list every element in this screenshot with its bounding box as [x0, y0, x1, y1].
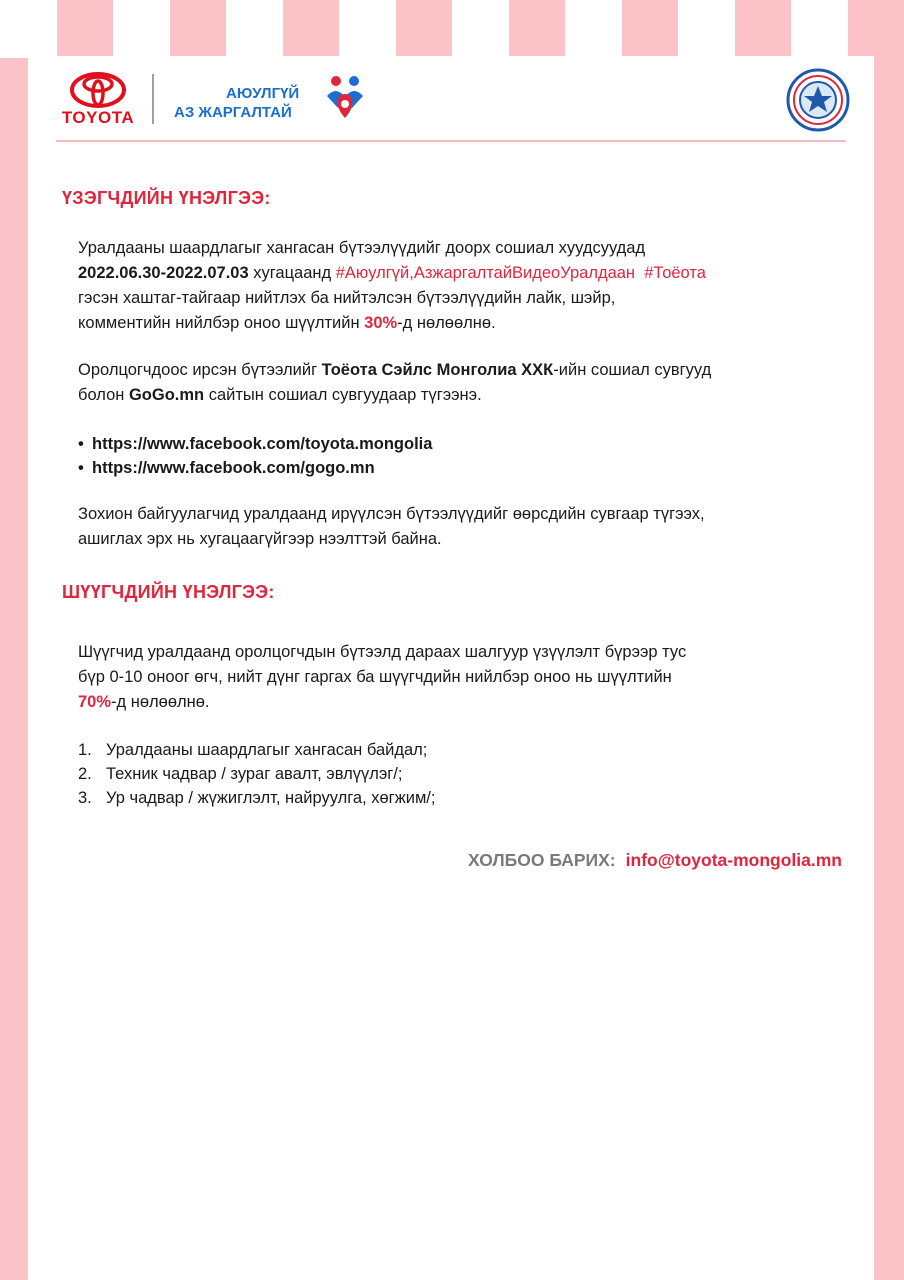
hashtag-toyota: #Тоёота: [644, 264, 706, 282]
criteria-item: 1. Уралдааны шаардлагыг хангасан байдал;: [78, 741, 428, 759]
header-divider: [152, 74, 154, 124]
audience-paragraph-1: Уралдааны шаардлагыг хангасан бүтээлүүдийг доорх сошиал хуудсуудад 2022.06.30-2022.07.03 хугацаанд #Аюулгүй,АзжаргалтайВидеоУралдаан #Тоёота гэсэн хаштаг-тайгаар нийтлэх ба нийтэлсэн бүтээлүүдийн лайк, шэйр, комментийн нийлбэр оноо шүүлтийн 30%-д нөлөөлнө.: [78, 239, 706, 332]
social-link-toyota[interactable]: • https://www.facebook.com/toyota.mongolia: [78, 432, 838, 456]
top-stripe-border: [0, 0, 904, 58]
audience-weight-percent: 30%: [364, 314, 398, 332]
police-seal-icon: [786, 68, 850, 132]
jury-weight-percent: 70%: [78, 693, 112, 711]
audience-evaluation-title: ҮЗЭГЧДИЙН ҮНЭЛГЭЭ:: [62, 188, 271, 208]
campaign-line-2: АЗ ЖАРГАЛТАЙ: [174, 104, 292, 121]
social-link-gogo[interactable]: • https://www.facebook.com/gogo.mn: [78, 456, 838, 480]
contact-line: [468, 850, 842, 871]
campaign-line-1: АЮУЛГҮЙ: [226, 85, 300, 102]
contact-label: ХОЛБОО БАРИХ:: [468, 850, 616, 870]
audience-paragraph-3: Зохион байгуулагчид уралдаанд ирүүлсэн бүтээлүүдийг өөрсдийн сувгаар түгээх, ашиглах эрх нь хугацаагүйгээр нээлттэй байна.: [78, 505, 705, 548]
hashtag-video-contest: #Аюулгүй,АзжаргалтайВидеоУралдаан: [335, 264, 636, 282]
criteria-item: 3. Ур чадвар / жүжиглэлт, найруулга, хөгжим/;: [78, 789, 436, 807]
campaign-logo-text: [174, 84, 299, 122]
toyota-wordmark: TOYOTA: [61, 108, 135, 127]
social-links-list: [78, 432, 838, 480]
jury-paragraph: Шүүгчид уралдаанд оролцогчдын бүтээлд дараах шалгуур үзүүлэлт бүрээр тус бүр 0-10 оноог өгч, нийт дүнг гаргах ба шүүгчдийн нийлбэр оноо нь шүүлтийн 70%-д нөлөөлнө.: [78, 643, 687, 711]
header-rule: [56, 140, 846, 142]
document-page: [28, 56, 874, 1280]
family-icon: [324, 74, 366, 124]
jury-criteria-list: [78, 738, 838, 810]
criteria-item: 2. Техник чадвар / зураг авалт, эвлүүлэг/;: [78, 765, 403, 783]
jury-evaluation-title: ШҮҮГЧДИЙН ҮНЭЛГЭЭ:: [62, 582, 275, 602]
audience-paragraph-2: Оролцогчдоос ирсэн бүтээлийг Тоёота Сэйлс Монголиа ХХК-ийн сошиал сувгууд болон GoGo.mn сайтын сошиал сувгуудаар түгээнэ.: [78, 361, 712, 404]
header: [28, 56, 874, 142]
contact-email[interactable]: info@toyota-mongolia.mn: [625, 850, 842, 870]
